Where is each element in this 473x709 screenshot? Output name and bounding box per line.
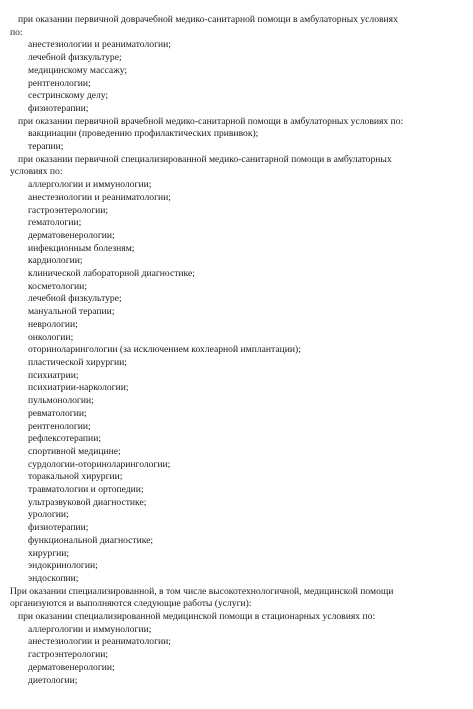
- list-item: гастроэнтерологии;: [28, 204, 109, 216]
- list-item: анестезиологии и реаниматологии;: [28, 191, 171, 203]
- list-item: клинической лабораторной диагностике;: [28, 268, 195, 280]
- list-item: оториноларингологии (за исключением кохлеарной имплантации);: [28, 344, 301, 356]
- list-item: функциональной диагностике;: [28, 534, 154, 546]
- list-item: дерматовенерологии;: [28, 661, 115, 673]
- list-item: гематологии;: [28, 217, 82, 229]
- list-item: рефлексотерапии;: [28, 433, 101, 445]
- list-item: урологии;: [28, 509, 69, 521]
- section-heading: при оказании первичной врачебной медико-санитарной помощи в амбулаторных условиях по:: [18, 115, 404, 127]
- list-item: сурдологии-оториноларингологии;: [28, 458, 171, 470]
- list-item: анестезиологии и реаниматологии;: [28, 39, 171, 51]
- list-item: ревматологии;: [28, 407, 87, 419]
- list-item: торакальной хирургии;: [28, 471, 123, 483]
- list-item: рентгенологии;: [28, 420, 91, 432]
- list-item: онкологии;: [28, 331, 74, 343]
- list-item: диетологии;: [28, 674, 78, 686]
- list-item: косметологии;: [28, 280, 87, 292]
- section-heading-continued: по:: [10, 26, 23, 38]
- list-item: физиотерапии;: [28, 522, 89, 534]
- list-item: психиатрии;: [28, 369, 79, 381]
- list-item: терапии;: [28, 141, 64, 153]
- list-item: мануальной терапии;: [28, 306, 115, 318]
- document-body: [10, 14, 468, 687]
- list-item: медицинскому массажу;: [28, 64, 128, 76]
- list-item: эндоскопии;: [28, 572, 79, 584]
- list-item: пластической хирургии;: [28, 356, 127, 368]
- section-heading: при оказании первичной специализированной медико-санитарной помощи в амбулаторных: [18, 153, 392, 165]
- list-item: ультразвуковой диагностике;: [28, 496, 147, 508]
- list-item: эндокринологии;: [28, 560, 98, 572]
- list-item: спортивной медицине;: [28, 445, 121, 457]
- list-item: физиотерапии;: [28, 102, 89, 114]
- list-item: лечебной физкультуре;: [28, 52, 122, 64]
- list-item: вакцинации (проведению профилактических прививок);: [28, 128, 259, 140]
- list-item: психиатрии-наркологии;: [28, 382, 129, 394]
- list-item: рентгенологии;: [28, 77, 91, 89]
- list-item: хирургии;: [28, 547, 70, 559]
- section-primary-prehospital: [10, 14, 468, 116]
- section-heading: при оказании специализированной медицинской помощи в стационарных условиях по:: [18, 611, 376, 623]
- list-item: аллергологии и иммунологии;: [28, 179, 152, 191]
- paragraph-line: При оказании специализированной, в том числе высокотехнологичной, медицинской помощи: [10, 585, 394, 597]
- list-item: гастроэнтерологии;: [28, 649, 109, 661]
- list-item: анестезиологии и реаниматологии;: [28, 636, 171, 648]
- list-item: неврологии;: [28, 318, 78, 330]
- list-item: дерматовенерологии;: [28, 229, 115, 241]
- list-item: аллергологии и иммунологии;: [28, 623, 152, 635]
- section-specialized-inpatient: [10, 611, 468, 687]
- section-primary-specialized: [10, 154, 468, 586]
- list-item: инфекционным болезням;: [28, 242, 135, 254]
- specialized-care-paragraph: [10, 586, 468, 611]
- section-primary-physician: [10, 116, 468, 154]
- list-item: травматологии и ортопедии;: [28, 484, 144, 496]
- list-item: пульмонологии;: [28, 395, 94, 407]
- section-heading-continued: условиях по:: [10, 166, 63, 178]
- list-item: кардиологии;: [28, 255, 83, 267]
- list-item: сестринскому делу;: [28, 90, 109, 102]
- section-heading: при оказании первичной доврачебной медико-санитарной помощи в амбулаторных условиях: [18, 14, 398, 25]
- paragraph-line: организуются и выполняются следующие работы (услуги):: [10, 598, 252, 610]
- list-item: лечебной физкультуре;: [28, 293, 122, 305]
